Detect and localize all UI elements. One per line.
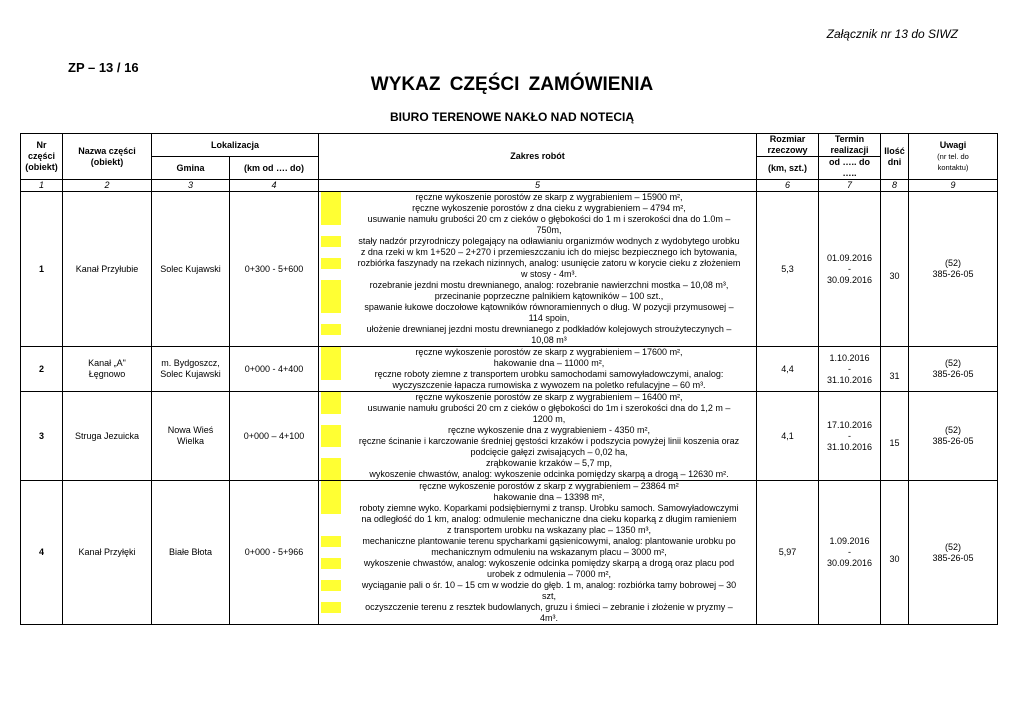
header-name-line: (obiekt)	[90, 156, 124, 167]
scope-item-continuation: z dna rzeki w km 1+520 – 2+270 i przemieszczaniu ich do miejsc bezpiecznego ich bytowania,	[360, 247, 738, 257]
row-size: 5,97	[757, 481, 819, 625]
scope-item	[321, 324, 754, 335]
highlight-mark	[321, 192, 341, 203]
header-days-line: dni	[887, 156, 902, 167]
scope-item	[321, 291, 754, 302]
row-term	[819, 392, 881, 481]
row-name-line: Kanał Przyłęki	[78, 547, 136, 557]
table-row	[21, 481, 998, 625]
scope-item-continuation: 114 spoin,	[528, 313, 570, 323]
scope-text: usuwanie namułu grubości 20 cm z cieków o głębokości do 1 m i szerokości dna do 1.0m –	[367, 214, 731, 224]
row-scope	[319, 347, 757, 392]
scope-item	[321, 436, 754, 447]
scope-item	[321, 280, 754, 291]
row-notes	[909, 392, 998, 481]
row-term-to: 30.09.2016	[826, 558, 873, 568]
row-gmina	[152, 347, 230, 392]
scope-item-continuation: mechanicznym odmuleniu na wskazanym placu – 3000 m²,	[431, 547, 667, 557]
scope-text: ułożenie drewnianej jezdni mostu drewnianego z podkładów kolejowych stroużyteczynych –	[366, 324, 732, 334]
scope-text: ręczne wykoszenie porostów ze skarp z wygrabieniem – 17600 m²,	[415, 347, 683, 357]
row-notes-line: (52)	[944, 258, 961, 268]
row-km: 0+000 – 4+100	[230, 392, 319, 481]
highlight-mark	[321, 214, 341, 225]
highlight-mark	[321, 436, 341, 447]
scope-item	[321, 558, 754, 569]
header-days-line: Ilość	[884, 145, 905, 156]
scope-text: wykoszenie chwastów, analog: wykoszenie odcinka pomiędzy skarpą a drogą oraz placu pod	[363, 558, 735, 568]
row-term	[819, 347, 881, 392]
column-number: 5	[319, 180, 757, 192]
scope-text: ręczne wykoszenie porostów ze skarp z wygrabieniem – 16400 m²,	[415, 392, 683, 402]
header-size-unit: (km, szt.)	[757, 157, 819, 180]
scope-item	[321, 358, 754, 369]
header-location: Lokalizacja	[152, 134, 319, 157]
column-number: 1	[21, 180, 63, 192]
highlight-mark	[321, 481, 341, 492]
scope-item	[321, 469, 754, 480]
scope-text: ręczne roboty ziemne z transportem urobku samochodami samowyładowczymi, analog:	[374, 369, 724, 379]
header-km: (km od …. do)	[230, 157, 319, 180]
scope-item	[321, 214, 754, 225]
scope-item	[321, 403, 754, 414]
scope-item	[321, 392, 754, 403]
scope-text: ręczne wykoszenie porostów ze skarp z wygrabieniem – 15900 m²,	[415, 192, 683, 202]
highlight-mark	[321, 602, 341, 613]
scope-item	[321, 425, 754, 436]
scope-item-continuation: 10,08 m³	[531, 335, 567, 345]
header-term-line: realizacji	[830, 145, 869, 155]
highlight-mark	[321, 403, 341, 414]
header-gmina: Gmina	[152, 157, 230, 180]
header-size	[757, 134, 819, 157]
scope-item	[321, 458, 754, 469]
row-name	[63, 481, 152, 625]
row-scope	[319, 481, 757, 625]
header-notes-sub: kontaktu)	[937, 163, 969, 172]
highlight-mark	[321, 358, 341, 369]
highlight-mark	[321, 302, 341, 313]
scope-text: przecinanie poprzeczne palnikiem kątowników – 100 szt.,	[434, 291, 664, 301]
row-gmina-line: m. Bydgoszcz,	[161, 358, 220, 368]
scope-item-continuation: 750m,	[536, 225, 562, 235]
scope-item-continuation: wyczyszczenie łapacza rumowiska z wywozem na poletko refulacyjne – 60 m³.	[392, 380, 706, 390]
scope-text: wyciąganie pali o śr. 10 – 15 cm w wodzie do głęb. 1 m, analog: rozbiórka tamy bobrowej – 30	[361, 580, 737, 590]
row-term-to: 31.10.2016	[826, 441, 873, 452]
row-term	[819, 192, 881, 347]
row-gmina	[152, 192, 230, 347]
header-notes	[909, 134, 998, 180]
header-nr-line: Nr	[36, 140, 47, 150]
highlight-mark	[321, 236, 341, 247]
highlight-mark	[321, 458, 341, 469]
header-size-line: rzeczowy	[767, 145, 808, 155]
scope-text: roboty ziemne wyko. Koparkami podsiębiernymi z transp. Urobku samoch. Samowyładowczymi	[359, 503, 739, 513]
row-notes-line: 385-26-05	[932, 552, 974, 563]
row-km: 0+300 - 5+600	[230, 192, 319, 347]
row-nr: 2	[21, 347, 63, 392]
scope-text: oczyszczenie terenu z resztek budowlanych, gruzu i śmieci – zebranie i złożenie w pryzmy –	[365, 602, 733, 612]
scope-item-continuation: urobek z odmulenia – 7000 m²,	[486, 569, 612, 579]
row-scope	[319, 192, 757, 347]
column-number: 8	[881, 180, 909, 192]
row-gmina-line: Wielka	[176, 436, 204, 446]
scope-item	[321, 302, 754, 313]
scope-item	[321, 602, 754, 613]
row-name-line: Kanał Przyłubie	[75, 263, 139, 274]
row-km: 0+000 - 5+966	[230, 481, 319, 625]
scope-item	[321, 536, 754, 547]
row-notes-line: 385-26-05	[932, 369, 974, 379]
highlight-mark	[321, 536, 341, 547]
column-number: 2	[63, 180, 152, 192]
scope-item-continuation: z transportem urobku na wskazany plac – 1350 m³,	[446, 525, 652, 535]
row-notes	[909, 192, 998, 347]
scope-text: stały nadzór przyrodniczy polegający na odławianiu organizmów wodnych z wydobytego urobku	[358, 236, 740, 246]
highlight-mark	[321, 503, 341, 514]
row-name	[63, 392, 152, 481]
scope-text: usuwanie namułu grubości 20 cm z cieków o głębokości do 1m i szerokości dna do 1,2 m –	[367, 403, 731, 413]
header-nr	[21, 134, 63, 180]
scope-item-continuation: 4m³.	[540, 613, 558, 623]
table-row	[21, 347, 998, 392]
row-term-to: 31.10.2016	[826, 374, 873, 385]
row-scope	[319, 392, 757, 481]
row-term-from: 1.09.2016	[829, 536, 870, 546]
scope-item	[321, 258, 754, 269]
header-row	[21, 134, 998, 157]
scope-text: hakowanie dna – 13398 m²,	[493, 492, 605, 502]
row-days: 31	[881, 347, 909, 392]
scope-item-continuation: w stosy - 4m³.	[520, 269, 577, 279]
row-term-to: 30.09.2016	[826, 274, 873, 285]
row-notes	[909, 481, 998, 625]
scope-item	[321, 203, 754, 214]
row-name-line: Kanał „A"	[88, 358, 126, 368]
row-size: 4,1	[757, 392, 819, 481]
document-reference: ZP – 13 / 16	[68, 60, 139, 75]
row-days: 30	[881, 192, 909, 347]
highlight-mark	[321, 291, 341, 302]
scope-item-continuation: podcięcie gałęzi zwisających – 0,02 ha,	[470, 447, 628, 457]
row-name-line: Struga Jezuicka	[74, 430, 140, 441]
row-name	[63, 347, 152, 392]
scope-item	[321, 481, 754, 492]
column-number: 6	[757, 180, 819, 192]
scope-item	[321, 492, 754, 503]
highlight-mark	[321, 392, 341, 403]
scope-text: ręczne wykoszenie porostów z skarp z wygrabieniem – 23864 m²	[419, 481, 679, 491]
highlight-mark	[321, 580, 341, 591]
column-number: 3	[152, 180, 230, 192]
scope-text: ręczne wykoszenie porostów z dna cieku z wygrabieniem – 4794 m²,	[412, 203, 686, 213]
scope-text: rozebranie jezdni mostu drewnianego, analog: rozebranie nawierzchni mostka – 10,08 m³,	[369, 280, 729, 290]
scope-text: ręczne wykoszenie dna z wygrabieniem - 4350 m²,	[447, 425, 651, 435]
row-name	[63, 192, 152, 347]
row-term	[819, 481, 881, 625]
row-term-dash: -	[848, 547, 851, 557]
row-days: 15	[881, 392, 909, 481]
row-term-dash: -	[848, 263, 851, 274]
header-name	[63, 134, 152, 180]
page-subtitle: BIURO TERENOWE NAKŁO NAD NOTECIĄ	[390, 110, 634, 124]
column-number: 9	[909, 180, 998, 192]
highlight-mark	[321, 558, 341, 569]
table-row	[21, 392, 998, 481]
header-notes-title: Uwagi	[939, 140, 967, 150]
scope-item	[321, 580, 754, 591]
highlight-mark	[321, 425, 341, 436]
row-size: 5,3	[757, 192, 819, 347]
row-gmina-line: Solec Kujawski	[160, 263, 221, 274]
row-notes-line: (52)	[944, 358, 961, 368]
header-notes-sub: (nr tel. do	[937, 152, 969, 161]
row-name-line: Łęgnowo	[88, 369, 126, 379]
row-notes-line: (52)	[944, 425, 961, 435]
highlight-mark	[321, 469, 341, 480]
row-gmina	[152, 481, 230, 625]
scope-item	[321, 503, 754, 514]
highlight-mark	[321, 492, 341, 503]
row-gmina-line: Białe Błota	[168, 547, 213, 557]
row-km: 0+000 - 4+400	[230, 347, 319, 392]
header-days	[881, 134, 909, 180]
scope-item	[321, 369, 754, 380]
annex-label: Załącznik nr 13 do SIWZ	[826, 27, 958, 41]
row-notes-line: (52)	[944, 541, 961, 552]
header-nr-line: części	[27, 151, 56, 161]
header-scope: Zakres robót	[319, 134, 757, 180]
scope-item-continuation: na odległość do 1 km, analog: odmulenie mechaniczne dna cieku koparką z długim ramieniem	[361, 514, 737, 524]
highlight-mark	[321, 324, 341, 335]
row-days: 30	[881, 481, 909, 625]
row-term-from: 17.10.2016	[826, 419, 873, 430]
highlight-mark	[321, 347, 341, 358]
highlight-mark	[321, 369, 341, 380]
column-number: 7	[819, 180, 881, 192]
scope-item	[321, 236, 754, 247]
header-name-line: Nazwa części	[78, 145, 136, 156]
scope-text: zrąbkowanie krzaków – 5,7 mp,	[485, 458, 613, 468]
row-gmina	[152, 392, 230, 481]
row-size: 4,4	[757, 347, 819, 392]
scope-item	[321, 192, 754, 203]
highlight-mark	[321, 203, 341, 214]
orders-table	[20, 133, 998, 625]
scope-item-continuation: szt,	[541, 591, 556, 601]
row-term-from: 01.09.2016	[826, 252, 873, 263]
header-term-sub: od ….. do …..	[819, 157, 881, 180]
row-nr: 4	[21, 481, 63, 625]
scope-text: hakowanie dna – 11000 m²,	[493, 358, 605, 368]
header-term-line: Termin	[834, 134, 865, 144]
table-row	[21, 192, 998, 347]
header-nr-line: (obiekt)	[25, 162, 58, 172]
scope-text: mechaniczne plantowanie terenu spycharkami gąsienicowymi, analog: plantowanie urobku po	[362, 536, 736, 546]
column-number: 4	[230, 180, 319, 192]
header-term	[819, 134, 881, 157]
header-size-line: Rozmiar	[769, 134, 806, 144]
highlight-mark	[321, 280, 341, 291]
column-number-row	[21, 180, 998, 192]
row-notes-line: 385-26-05	[932, 436, 974, 446]
row-notes-line: 385-26-05	[932, 269, 974, 279]
highlight-mark	[321, 258, 341, 269]
row-nr: 3	[21, 392, 63, 481]
scope-text: rozbiórka faszynady na rzekach nizinnych, analog: usunięcie zatoru w korycie cieku z złożeniem	[357, 258, 741, 268]
scope-item-continuation: 1200 m,	[532, 414, 566, 424]
scope-text: wykoszenie chwastów, analog: wykoszenie odcinka pomiędzy skarpą a drogą – 12630 m².	[369, 469, 729, 479]
row-nr: 1	[21, 192, 63, 347]
scope-text: spawanie łukowe doczołowe kątowników równoramiennych o dług. W pozycji przymusowej –	[364, 302, 734, 312]
row-term-dash: -	[848, 363, 851, 374]
scope-item	[321, 347, 754, 358]
row-gmina-line: Nowa Wieś	[167, 425, 214, 435]
row-term-from: 1.10.2016	[829, 352, 870, 363]
row-gmina-line: Solec Kujawski	[160, 369, 221, 379]
scope-text: ręczne ścinanie i karczowanie średniej gęstości krzaków i podszycia powyżej linii koszenia oraz	[358, 436, 740, 446]
row-notes	[909, 347, 998, 392]
page-title: WYKAZ CZĘŚCI ZAMÓWIENIA	[370, 74, 654, 95]
row-term-dash: -	[848, 430, 851, 441]
